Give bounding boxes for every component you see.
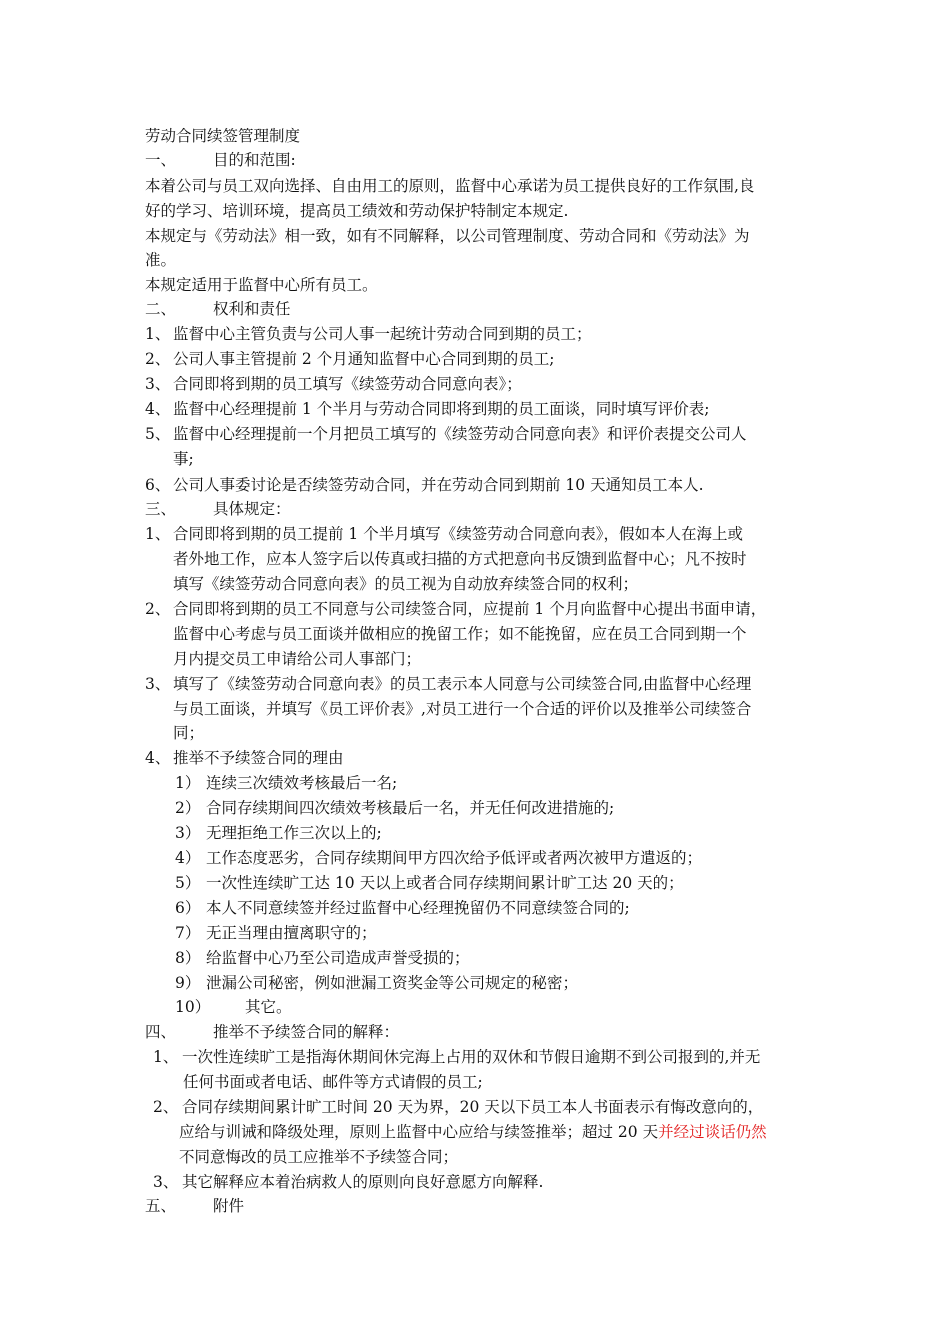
list-item [145,373,825,397]
item-number: 1、 [145,525,171,543]
section-number: 一、 [145,151,177,169]
item-text: 推举不予续签合同的理由 [173,749,344,767]
section-title: 附件 [213,1197,245,1215]
item-text: 填写了《续签劳动合同意向表》的员工表示本人同意与公司续签合同,由监督中心经理 [173,675,752,693]
reason-item [175,872,855,896]
reason-number: 7） [175,924,201,942]
section-number: 四、 [145,1023,177,1041]
section-2-heading [145,298,825,322]
item-number: 2、 [145,600,171,618]
section-4-heading [145,1021,825,1045]
item-text: 应给与训诫和降级处理，原则上监督中心应给与续签推举；超过 20 天 [179,1123,659,1141]
reason-number: 8） [175,949,201,967]
paragraph-line: 本着公司与员工双向选择、自由用工的原则，监督中心承诺为员工提供良好的工作氛围,良 [145,177,755,195]
item-text: 合同存续期间累计旷工时间 20 天为界，20 天以下员工本人书面表示有悔改意向的， [182,1098,764,1116]
list-item [145,323,825,347]
reason-item [175,797,855,821]
item-text: 一次性连续旷工是指海休期间休完海上占用的双休和节假日逾期不到公司报到的,并无 [182,1048,761,1066]
item-continuation: 月内提交员工申请给公司人事部门； [173,650,422,668]
list-item [145,673,825,697]
item-number: 4、 [145,400,171,418]
list-item [145,598,825,622]
list-item [153,1171,833,1195]
section-title: 权利和责任 [213,300,291,318]
reason-text: 工作态度恶劣，合同存续期间甲方四次给予低评或者两次被甲方遣返的； [206,849,703,867]
item-text: 监督中心经理提前一个月把员工填写的《续签劳动合同意向表》和评价表提交公司人 [173,425,747,443]
list-item [153,1046,833,1070]
document-title: 劳动合同续签管理制度 [145,127,301,145]
item-number: 3、 [153,1173,179,1191]
reason-number: 5） [175,874,201,892]
item-number: 3、 [145,375,171,393]
item-text: 合同即将到期的员工填写《续签劳动合同意向表》； [173,375,522,393]
list-item [145,747,825,771]
item-continuation: 与员工面谈，并填写《员工评价表》,对员工进行一个合适的评价以及推举公司续签合 [173,700,752,718]
reason-item [175,947,855,971]
paragraph-line: 本规定适用于监督中心所有员工。 [145,276,378,294]
item-continuation: 事; [173,450,194,468]
reason-item [175,772,855,796]
item-text: 公司人事委讨论是否续签劳动合同，并在劳动合同到期前 10 天通知员工本人. [173,476,704,494]
reason-text: 泄漏公司秘密，例如泄漏工资奖金等公司规定的秘密； [206,974,579,992]
reason-text: 一次性连续旷工达 10 天以上或者合同存续期间累计旷工达 20 天的； [206,874,684,892]
reason-item [175,972,855,996]
highlighted-text: 并经过谈话仍然 [658,1123,767,1141]
reason-text: 本人不同意续签并经过监督中心经理挽留仍不同意续签合同的; [206,899,630,917]
paragraph-line: 本规定与《劳动法》相一致，如有不同解释，以公司管理制度、劳动合同和《劳动法》为 [145,227,750,245]
reason-text: 无理拒绝工作三次以上的; [206,824,382,842]
section-title: 推举不予续签合同的解释： [213,1023,400,1041]
section-1-heading [145,149,825,173]
reason-number: 1） [175,774,201,792]
item-number: 1、 [145,325,171,343]
list-item [145,474,825,498]
reason-item [175,922,855,946]
item-continuation: 同； [173,724,205,742]
section-number: 二、 [145,300,177,318]
reason-text: 无正当理由擅离职守的； [206,924,377,942]
section-3-heading [145,498,825,522]
item-text: 合同即将到期的员工不同意与公司续签合同，应提前 1 个月向监督中心提出书面申请， [173,600,767,618]
section-title: 具体规定： [213,500,291,518]
list-item [153,1096,833,1120]
section-title: 目的和范围: [213,151,296,169]
item-text: 监督中心主管负责与公司人事一起统计劳动合同到期的员工； [173,325,592,343]
reason-item [175,822,855,846]
item-number: 5、 [145,425,171,443]
section-number: 五、 [145,1197,177,1215]
item-number: 2、 [145,350,171,368]
section-number: 三、 [145,500,177,518]
item-text: 公司人事主管提前 2 个月通知监督中心合同到期的员工; [173,350,555,368]
section-5-heading [145,1195,825,1219]
reason-number: 3） [175,824,201,842]
item-number: 3、 [145,675,171,693]
reason-text: 其它。 [245,998,292,1016]
item-continuation: 者外地工作，应本人签字后以传真或扫描的方式把意向书反馈到监督中心；凡不按时 [173,550,747,568]
reason-text: 合同存续期间四次绩效考核最后一名，并无任何改进措施的; [206,799,615,817]
item-number: 6、 [145,476,171,494]
item-continuation: 任何书面或者电话、邮件等方式请假的员工; [183,1073,483,1091]
list-item [145,423,825,447]
item-continuation: 填写《续签劳动合同意向表》的员工视为自动放弃续签合同的权利； [173,575,639,593]
reason-number: 2） [175,799,201,817]
reason-number: 10） [175,998,211,1016]
reason-number: 9） [175,974,201,992]
reason-item [175,847,855,871]
reason-text: 连续三次绩效考核最后一名; [206,774,398,792]
item-continuation: 监督中心考虑与员工面谈并做相应的挽留工作；如不能挽留，应在员工合同到期一个 [173,625,747,643]
item-number: 4、 [145,749,171,767]
item-text: 监督中心经理提前 1 个半月与劳动合同即将到期的员工面谈，同时填写评价表; [173,400,710,418]
reason-number: 4） [175,849,201,867]
item-text: 合同即将到期的员工提前 1 个半月填写《续签劳动合同意向表》，假如本人在海上或 [173,525,743,543]
item-continuation: 不同意悔改的员工应推举不予续签合同； [179,1148,459,1166]
item-continuation [179,1121,859,1145]
paragraph-line: 准。 [145,251,177,269]
item-text: 其它解释应本着治病救人的原则向良好意愿方向解释. [182,1173,544,1191]
list-item [145,523,825,547]
list-item [145,348,825,372]
list-item [145,398,825,422]
reason-number: 6） [175,899,201,917]
reason-item [175,996,855,1020]
reason-item [175,897,855,921]
item-number: 2、 [153,1098,179,1116]
reason-text: 给监督中心乃至公司造成声誉受损的； [206,949,470,967]
item-number: 1、 [153,1048,179,1066]
paragraph-line: 好的学习、培训环境，提高员工绩效和劳动保护特制定本规定. [145,202,569,220]
